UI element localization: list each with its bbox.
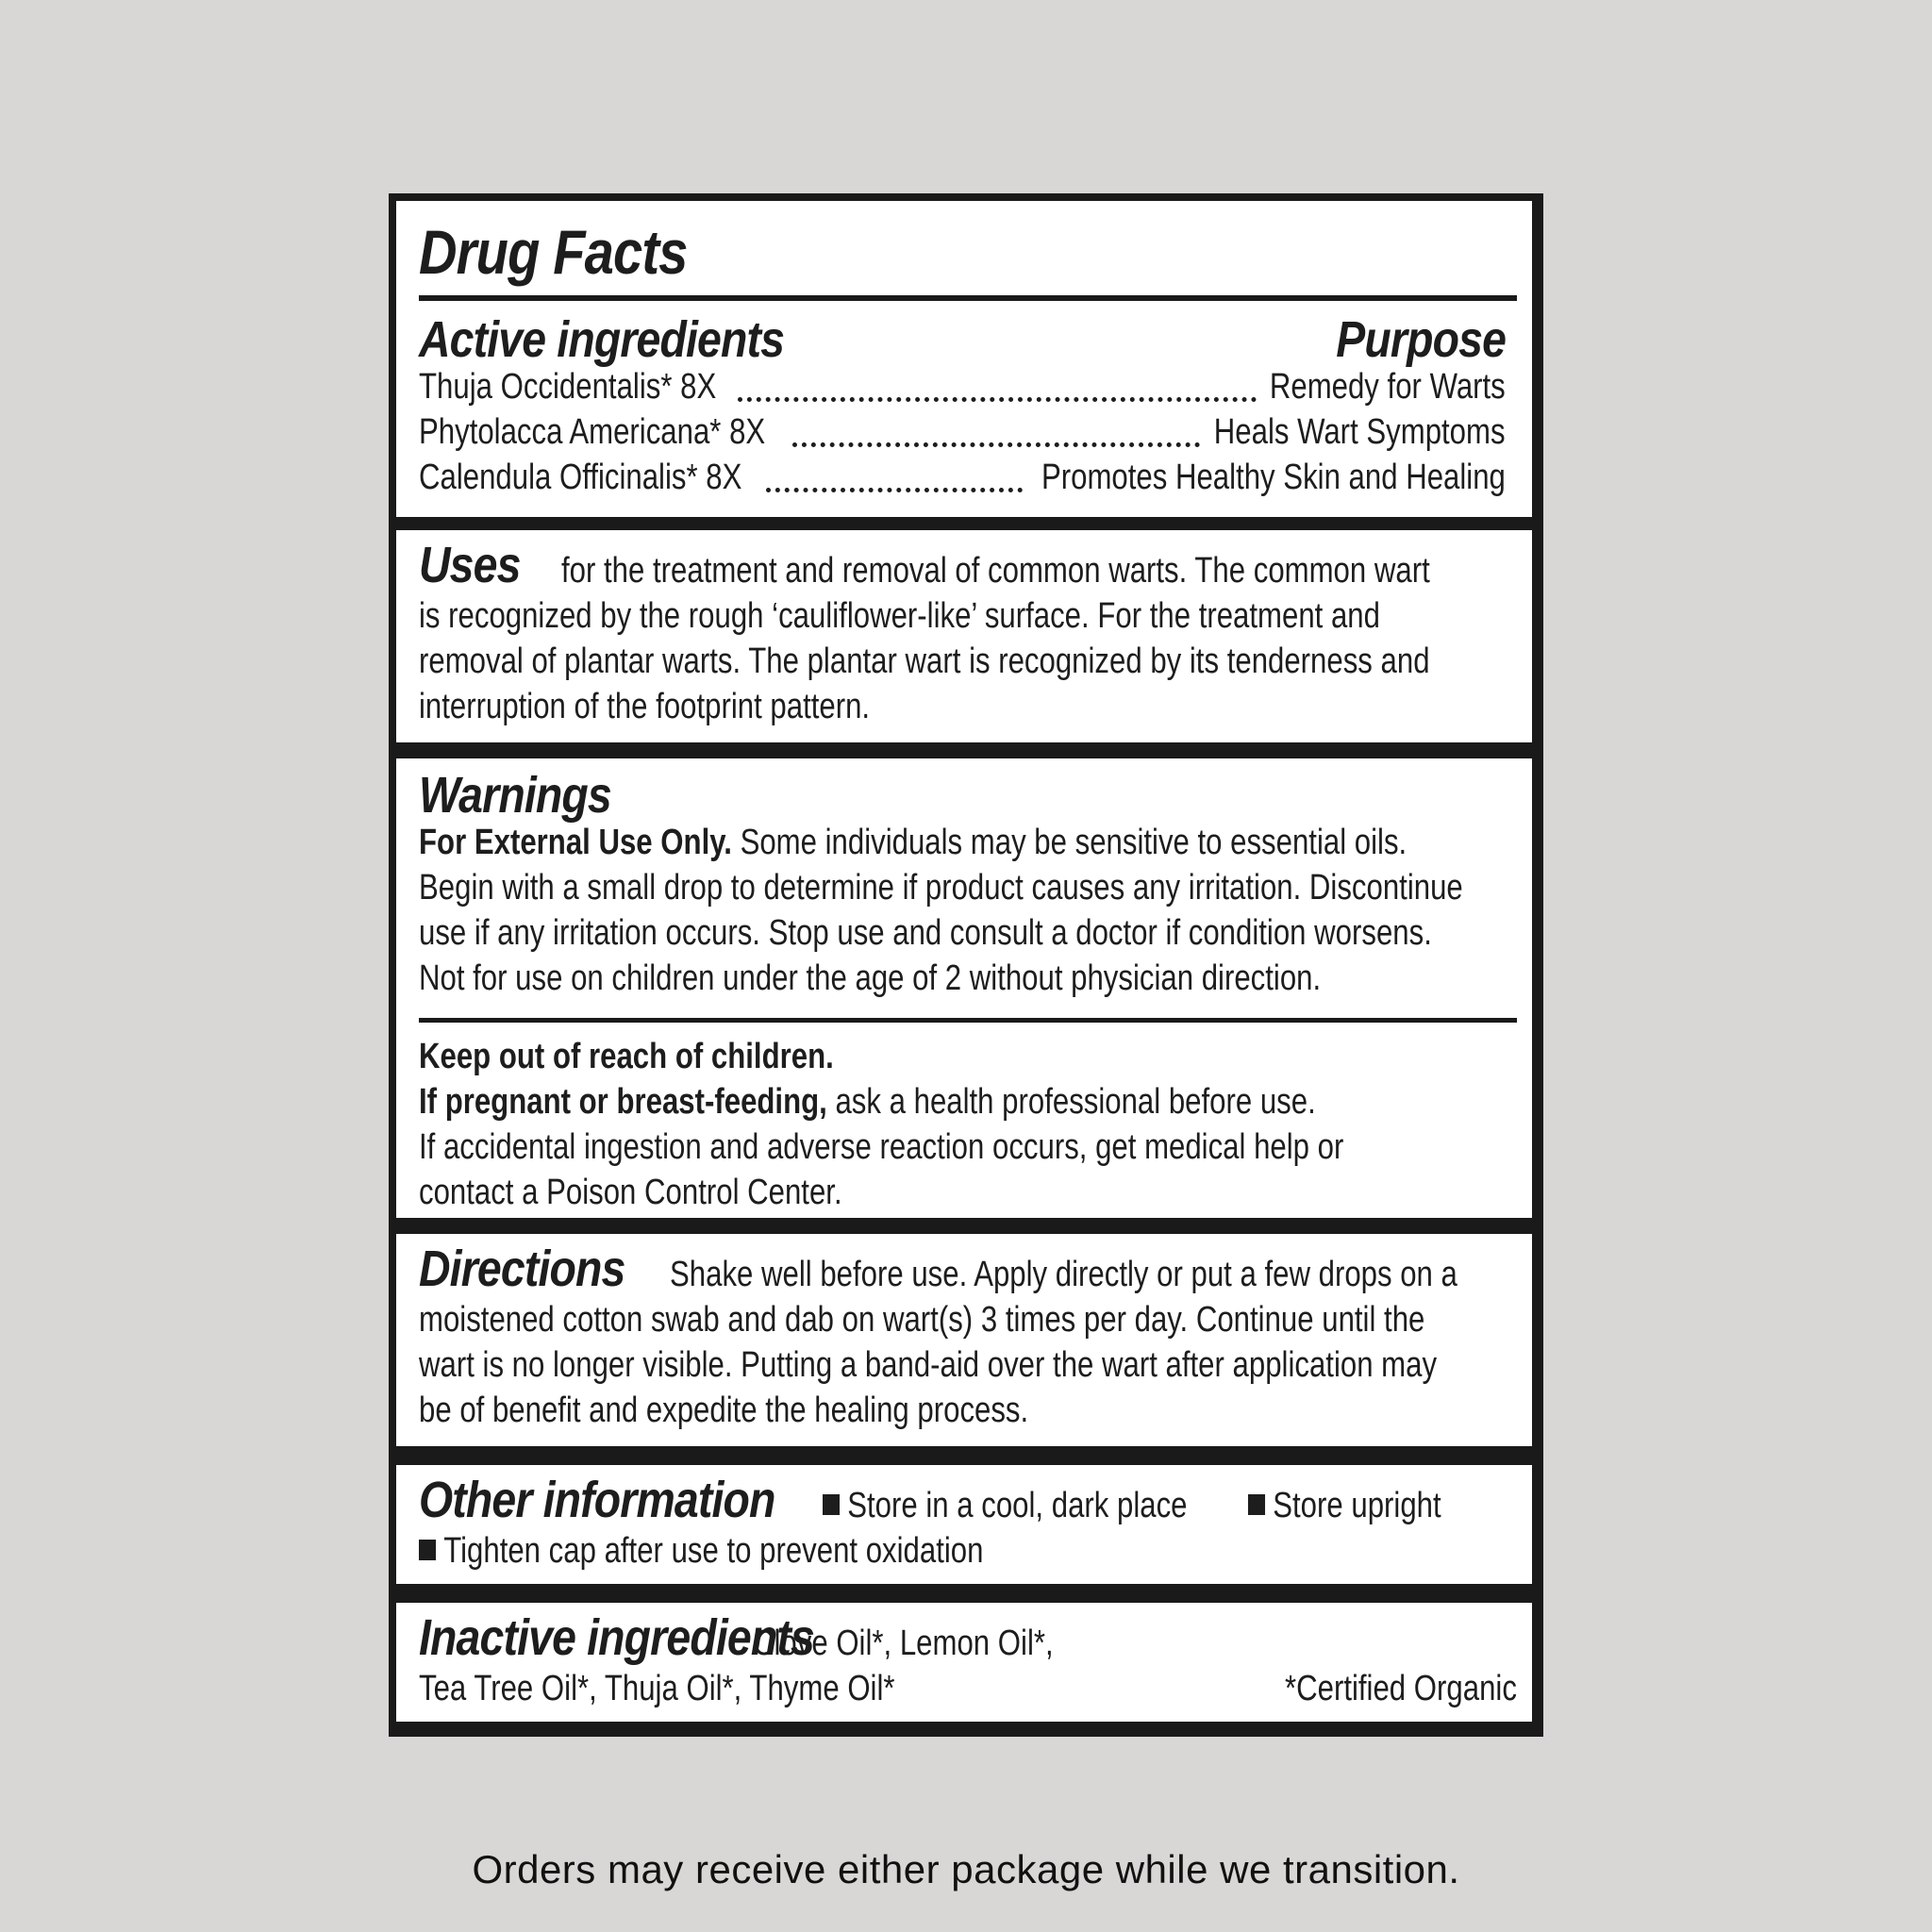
uses-heading: Uses bbox=[419, 537, 521, 593]
square-bullet-icon bbox=[823, 1494, 840, 1515]
ingestion-line: If accidental ingestion and adverse reaction occurs, get medical help or bbox=[419, 1127, 1344, 1167]
directions-panel bbox=[396, 1234, 1532, 1446]
directions-text-line: moistened cotton swab and dab on wart(s) 3 times per day. Continue until the bbox=[419, 1300, 1425, 1340]
uses-text-line: is recognized by the rough ‘cauliflower-like’ surface. For the treatment and bbox=[419, 596, 1380, 636]
uses-text-line: for the treatment and removal of common warts. The common wart bbox=[561, 551, 1430, 591]
other-info-text: Store in a cool, dark place bbox=[847, 1486, 1188, 1525]
other-information-panel bbox=[396, 1465, 1532, 1584]
square-bullet-icon bbox=[1248, 1494, 1265, 1515]
purpose-heading: Purpose bbox=[1336, 311, 1506, 368]
leader-dots bbox=[792, 442, 1200, 447]
inactive-ingredients-panel bbox=[396, 1603, 1532, 1722]
inactive-ingredients-heading: Inactive ingredients bbox=[419, 1609, 814, 1666]
leader-dots bbox=[766, 488, 1023, 492]
drug-facts-label bbox=[389, 193, 1543, 1737]
other-info-text: Tighten cap after use to prevent oxidation bbox=[443, 1531, 984, 1571]
uses-text-line: interruption of the footprint pattern. bbox=[419, 687, 871, 726]
active-ingredient-purpose: Remedy for Warts bbox=[1270, 367, 1506, 407]
inactive-ingredients-line: Clove Oil*, Lemon Oil*, bbox=[753, 1624, 1054, 1663]
uses-panel bbox=[396, 530, 1532, 742]
drug-facts-title: Drug Facts bbox=[419, 217, 688, 287]
inactive-ingredients-line: Tea Tree Oil*, Thuja Oil*, Thyme Oil* bbox=[419, 1669, 895, 1708]
external-use-bold: For External Use Only. bbox=[419, 823, 732, 862]
certified-organic-note: *Certified Organic bbox=[1285, 1669, 1517, 1708]
other-information-heading: Other information bbox=[419, 1472, 775, 1528]
warnings-rule bbox=[419, 1018, 1517, 1023]
pregnant-line bbox=[419, 1082, 1316, 1123]
active-ingredient-purpose: Heals Wart Symptoms bbox=[1214, 412, 1506, 452]
directions-heading: Directions bbox=[419, 1241, 625, 1297]
warnings-line: use if any irritation occurs. Stop use and consult a doctor if condition worsens. bbox=[419, 913, 1432, 953]
leader-dots bbox=[738, 397, 1257, 402]
active-ingredient-name: Phytolacca Americana* 8X bbox=[419, 412, 766, 452]
warnings-heading: Warnings bbox=[419, 767, 611, 824]
ingestion-line: contact a Poison Control Center. bbox=[419, 1173, 842, 1212]
keep-out-of-reach bbox=[419, 1037, 834, 1077]
square-bullet-icon bbox=[419, 1540, 436, 1560]
warnings-line-rest: Some individuals may be sensitive to essential oils. bbox=[731, 823, 1407, 862]
directions-text-line: Shake well before use. Apply directly or put a few drops on a bbox=[670, 1255, 1457, 1294]
directions-text-line: wart is no longer visible. Putting a band-aid over the wart after application may bbox=[419, 1345, 1438, 1385]
transition-notice: Orders may receive either package while we transition. bbox=[472, 1847, 1460, 1891]
active-ingredients-panel bbox=[396, 201, 1532, 517]
other-info-item bbox=[823, 1486, 1188, 1526]
pregnant-bold: If pregnant or breast-feeding, bbox=[419, 1082, 827, 1122]
pregnant-rest: ask a health professional before use. bbox=[826, 1082, 1316, 1122]
active-ingredients-heading: Active ingredients bbox=[419, 311, 785, 368]
active-ingredient-name: Thuja Occidentalis* 8X bbox=[419, 367, 717, 407]
other-info-text: Store upright bbox=[1273, 1486, 1441, 1525]
uses-text-line: removal of plantar warts. The plantar wart is recognized by its tenderness and bbox=[419, 641, 1430, 681]
warnings-panel bbox=[396, 758, 1532, 1218]
active-ingredient-name: Calendula Officinalis* 8X bbox=[419, 458, 742, 497]
keep-out-bold: Keep out of reach of children. bbox=[419, 1037, 834, 1076]
warnings-line: Begin with a small drop to determine if product causes any irritation. Discontinue bbox=[419, 868, 1463, 908]
warnings-line bbox=[419, 823, 1407, 863]
active-ingredient-purpose: Promotes Healthy Skin and Healing bbox=[1041, 458, 1506, 497]
title-rule bbox=[419, 295, 1517, 301]
other-info-item bbox=[419, 1531, 983, 1572]
warnings-line: Not for use on children under the age of 2 without physician direction. bbox=[419, 958, 1322, 998]
directions-text-line: be of benefit and expedite the healing process. bbox=[419, 1391, 1029, 1430]
other-info-item bbox=[1248, 1486, 1441, 1526]
